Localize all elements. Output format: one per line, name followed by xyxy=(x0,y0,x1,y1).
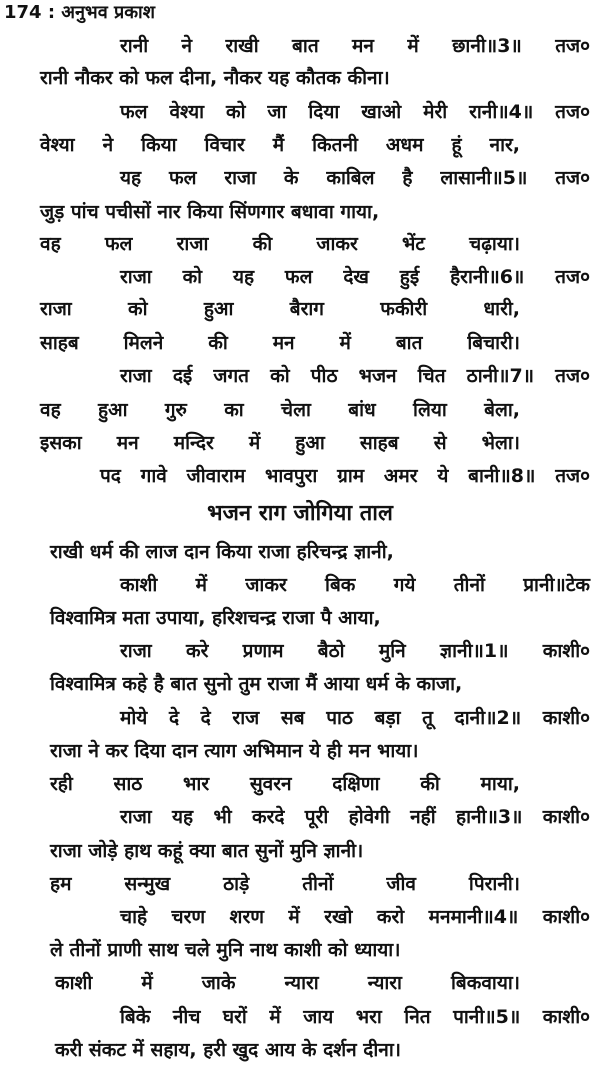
verse-line: इसका मन मन्दिर में हुआ साहब से भेला। xyxy=(40,432,520,454)
verse-line: करी संकट में सहाय, हरी खुद आय के दर्शन दीना। xyxy=(55,1039,401,1061)
verse-line: हम सन्मुख ठाड़े तीनों जीव पिरानी। xyxy=(50,873,520,895)
verse-line: मोये दे दे राज सब पाठ बड़ा तू दानी॥2॥ काशी० xyxy=(120,707,590,729)
verse-line: राजा यह भी करदे पूरी होवेगी नहीं हानी॥3॥ काशी० xyxy=(120,806,590,828)
verse-line: काशी में जाके न्यारा न्यारा बिकवाया। xyxy=(55,972,520,994)
verse-line: चाहे चरण शरण में रखो करो मनमानी॥4॥ काशी० xyxy=(120,906,590,928)
verse-line: रानी नौकर को फल दीना, नौकर यह कौतक कीना। xyxy=(40,67,390,89)
verse-line: ले तीनों प्राणी साथ चले मुनि नाथ काशी को ध्याया। xyxy=(50,939,401,961)
verse-line: राजा दई जगत को पीठ भजन चित ठानी॥7॥ तज० xyxy=(120,365,590,387)
verse-line: राजा ने कर दिया दान त्याग अभिमान ये ही मन भाया। xyxy=(50,740,419,762)
verse-line: काशी में जाकर बिक गये तीनों प्रानी॥टेक xyxy=(120,574,590,596)
verse-line: वेश्या ने किया विचार मैं कितनी अधम हूं नार, xyxy=(40,134,520,156)
verse-line: यह फल राजा के काबिल है लासानी॥5॥ तज० xyxy=(120,167,590,189)
verse-line: वह फल राजा की जाकर भेंट चढ़ाया। xyxy=(40,233,520,255)
verse-line: बिके नीच घरों में जाय भरा नित पानी॥5॥ काशी० xyxy=(120,1006,590,1028)
verse-line: विश्वामित्र कहे है बात सुनो तुम राजा मैं आया धर्म के काजा, xyxy=(50,673,463,695)
page-header: 174 : अनुभव प्रकाश xyxy=(4,2,155,23)
verse-line: जुड़ पांच पचीसों नार किया सिंणगार बधावा गाया, xyxy=(40,201,380,223)
verse-line: राजा को हुआ बैराग फकीरी धारी, xyxy=(40,298,520,320)
verse-line: साहब मिलने की मन में बात बिचारी। xyxy=(40,332,520,354)
verse-line: फल वेश्या को जा दिया खाओ मेरी रानी॥4॥ तज० xyxy=(120,101,590,123)
verse-line: राजा को यह फल देख हुई हैरानी॥6॥ तज० xyxy=(120,266,590,288)
verse-line: विश्वामित्र मता उपाया, हरिशचन्द्र राजा पै आया, xyxy=(50,607,381,629)
verse-line: रही साठ भार सुवरन दक्षिणा की माया, xyxy=(50,773,520,795)
section-heading: भजन राग जोगिया ताल xyxy=(207,501,393,526)
verse-line: राजा जोड़े हाथ कहूं क्या बात सुनों मुनि ज्ञानी। xyxy=(50,840,364,862)
verse-line: राखी धर्म की लाज दान किया राजा हरिचन्द्र ज्ञानी, xyxy=(50,541,394,563)
verse-line: वह हुआ गुरु का चेला बांध लिया बेला, xyxy=(40,399,520,421)
verse-line: राजा करे प्रणाम बैठो मुनि ज्ञानी॥1॥ काशी० xyxy=(120,640,590,662)
verse-line: पद गावे जीवाराम भावपुरा ग्राम अमर ये बानी॥8॥ तज० xyxy=(100,465,590,487)
verse-line: रानी ने राखी बात मन में छानी॥3॥ तज० xyxy=(120,35,590,57)
